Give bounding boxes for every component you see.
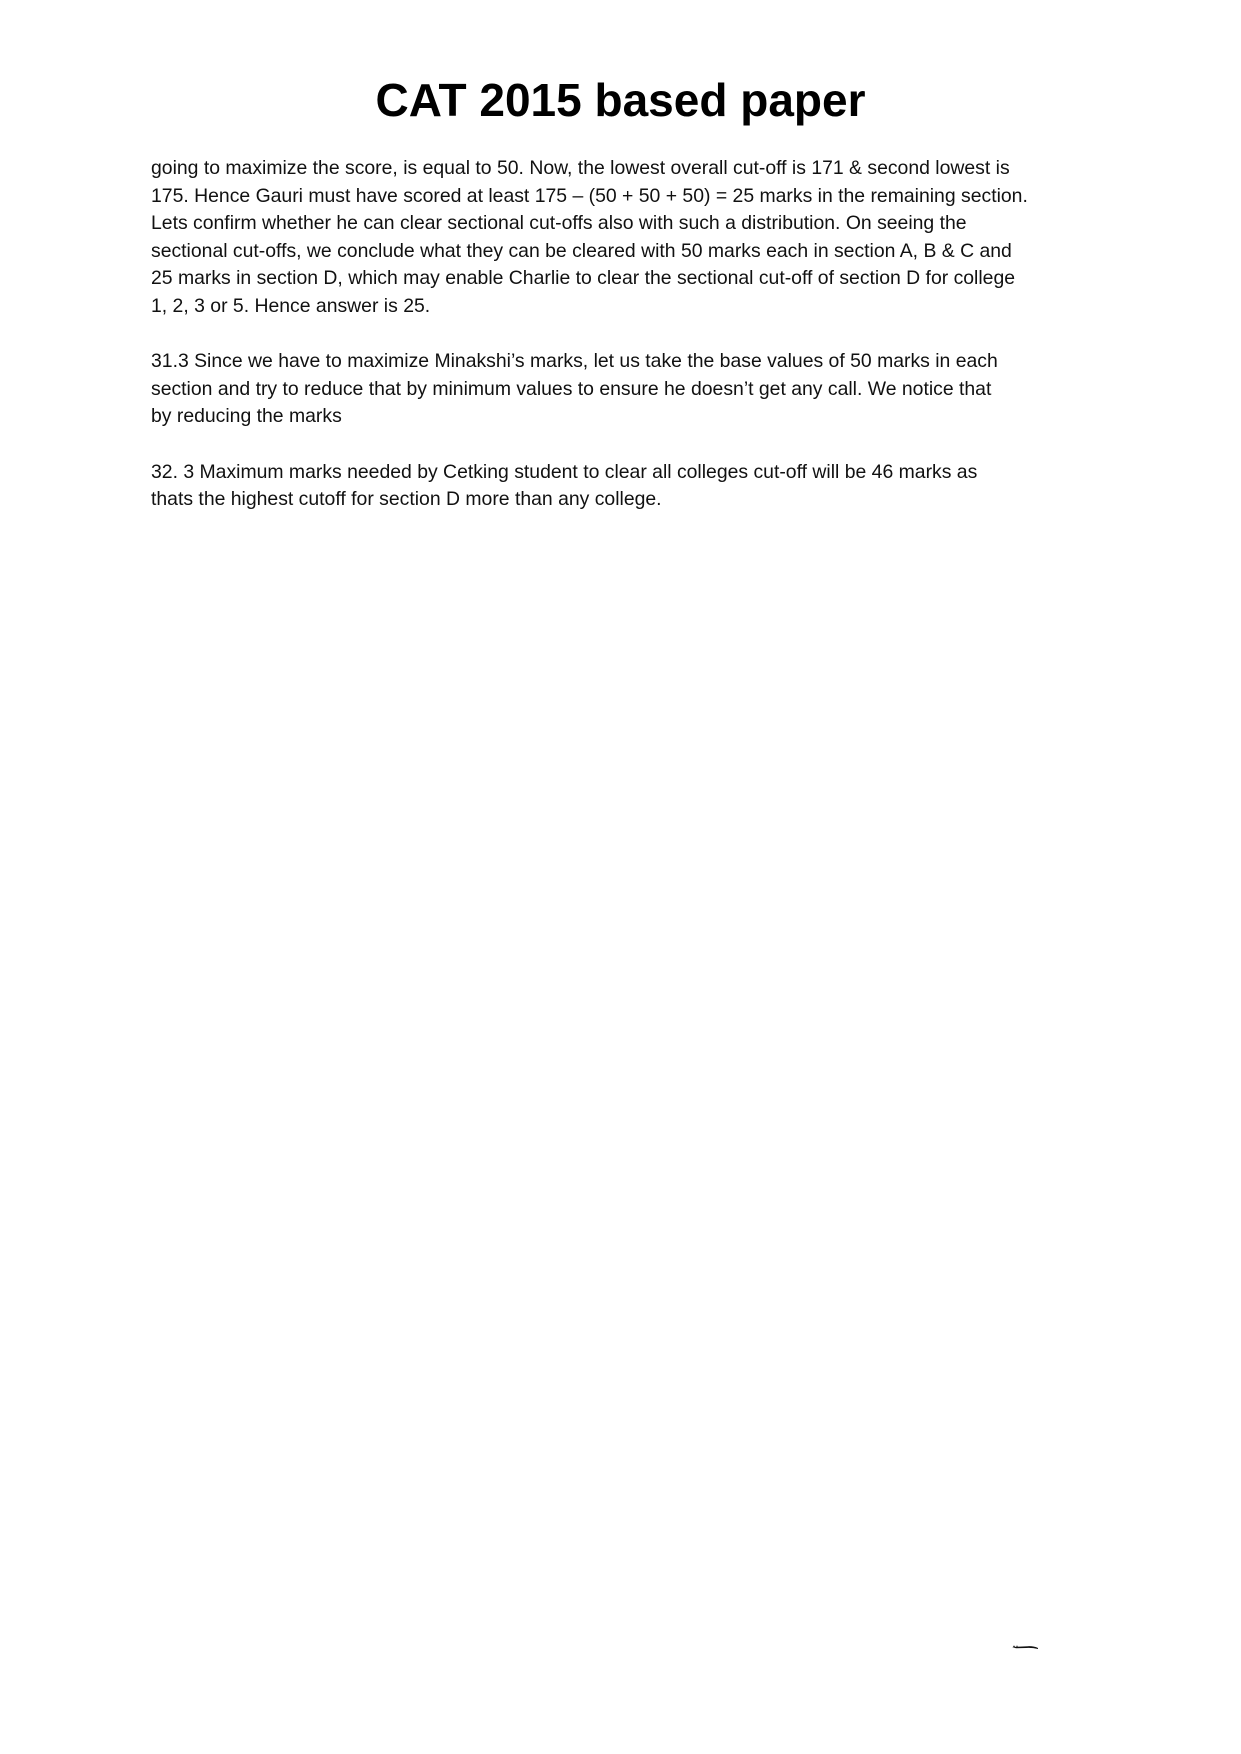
text-line: 32. 3 Maximum marks needed by Cetking student to clear all colleges cut-off will be 46 marks as <box>151 460 978 483</box>
paragraph-continuation <box>151 155 1101 321</box>
text-line: 175. Hence Gauri must have scored at least 175 – (50 + 50 + 50) = 25 marks in the remaining section. <box>151 184 1028 207</box>
scan-mark-decoration <box>1010 1644 1040 1650</box>
text-line: 31.3 Since we have to maximize Minakshi’s marks, let us take the base values of 50 marks in each <box>151 350 998 373</box>
text-line: sectional cut-offs, we conclude what they can be cleared with 50 marks each in section A, B & C and <box>151 239 1012 262</box>
page-title: CAT 2015 based paper <box>375 74 866 126</box>
document-body <box>151 155 1101 541</box>
text-line: by reducing the marks <box>151 405 342 428</box>
paragraph-answer-32 <box>151 459 1101 514</box>
text-line: going to maximize the score, is equal to 50. Now, the lowest overall cut-off is 171 & second lowest is <box>151 157 1010 179</box>
text-line: thats the highest cutoff for section D more than any college. <box>151 488 662 511</box>
text-line: section and try to reduce that by minimum values to ensure he doesn’t get any call. We notice that <box>151 377 992 400</box>
text-line: 25 marks in section D, which may enable Charlie to clear the sectional cut-off of section D for college <box>151 267 1016 290</box>
text-line: 1, 2, 3 or 5. Hence answer is 25. <box>151 294 431 317</box>
text-line: Lets confirm whether he can clear sectional cut-offs also with such a distribution. On seeing the <box>151 212 967 235</box>
paragraph-answer-31-3 <box>151 348 1101 431</box>
